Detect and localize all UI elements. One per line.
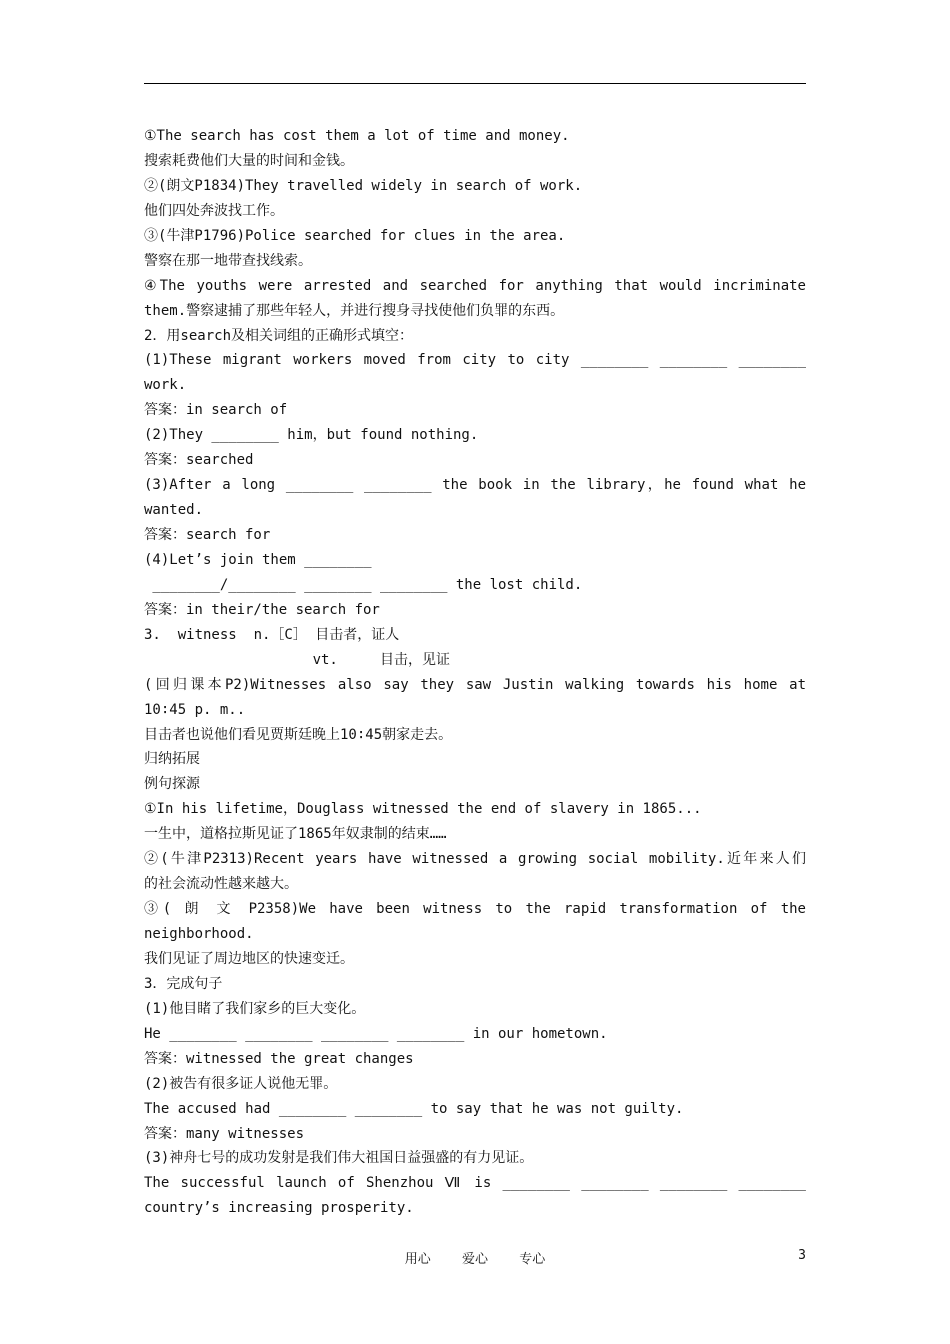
text-line: 搜索耗费他们大量的时间和金钱。 [144,152,354,169]
text-line: He ________ ________ ________ ________ in our hometown. [144,1025,608,1042]
text-line: work. [144,377,187,394]
text-line: vt. 目击，见证 [144,651,451,668]
text-line: (2)被告有很多证人说他无罪。 [144,1075,338,1092]
text-line: 目击者也说他们看见贾斯廷晚上10∶45朝家走去。 [144,726,453,743]
text-line: 答案：many witnesses [144,1125,305,1142]
text-line: (2)They ________ him，but found nothing. [144,427,479,444]
text-line: 他们四处奔波找工作。 [144,202,284,219]
text-line: 答案：in search of [144,402,288,419]
text-line: 归纳拓展 [144,751,200,768]
text-line: (3)After a long ________ ________ the book in the library，he found what he [144,477,806,494]
text-line: ①The search has cost them a lot of time and money. [144,128,570,144]
text-line: ②(朗文P1834)They travelled widely in search of work. [144,177,583,194]
text-line: 我们见证了周边地区的快速变迁。 [144,950,354,967]
text-line: 10∶45 p. m.. [144,701,246,718]
text-line: 3. witness n.［C］ 目击者，证人 [144,626,400,643]
footer-motto: 用心 爱心 专心 [404,1252,546,1267]
text-line: ③( 朗 文 P2358)We have been witness to the rapid transformation of the [144,901,806,918]
text-line: (3)神舟七号的成功发射是我们伟大祖国日益强盛的有力见证。 [144,1150,534,1167]
text-line: (回归课本P2)Witnesses also say they saw Justin walking towards his home at [144,676,806,693]
text-line: 答案：witnessed the great changes [144,1050,414,1067]
page-footer [0,1248,950,1268]
page-number: 3 [798,1248,806,1263]
text-line: 的社会流动性越来越大。 [144,876,298,893]
text-line: ③(牛津P1796)Police searched for clues in the area. [144,227,566,244]
text-line: neighborhood. [144,926,254,942]
text-line: 3．完成句子 [144,975,223,992]
text-line: (4)Let’s join them ________ [144,551,372,568]
text-line: ②(牛津P2313)Recent years have witnessed a growing social mobility.近年来人们 [144,851,806,868]
text-line: 答案：searched [144,452,254,469]
text-line: ________/________ ________ ________ the lost child. [144,576,583,593]
text-line: country’s increasing prosperity. [144,1200,414,1217]
text-line: wanted. [144,502,204,519]
text-line: 答案：in their/the search for [144,601,380,618]
text-line: them.警察逮捕了那些年轻人，并进行搜身寻找使他们负罪的东西。 [144,302,565,319]
text-line: 警察在那一地带查找线索。 [144,252,312,269]
text-line: 一生中，道格拉斯见证了1865年奴隶制的结束…… [144,826,447,843]
header-rule [144,83,806,84]
text-line: The successful launch of Shenzhou Ⅶ is ________ ________ ________ ________ [144,1175,806,1192]
text-line: 答案：search for [144,527,271,543]
text-line: The accused had ________ ________ to say that he was not guilty. [144,1100,684,1117]
text-line: 例句探源 [144,776,200,793]
document-body [144,124,806,1221]
text-line: 2．用search及相关词组的正确形式填空： [144,327,414,344]
text-line: ①In his lifetime，Douglass witnessed the end of slavery in 1865... [144,801,702,818]
text-line: (1)These migrant workers moved from city to city ________ ________ ________ [144,352,806,369]
text-line: (1)他目睹了我们家乡的巨大变化。 [144,1000,366,1017]
text-line: ④The youths were arrested and searched for anything that would incriminate [144,277,806,294]
